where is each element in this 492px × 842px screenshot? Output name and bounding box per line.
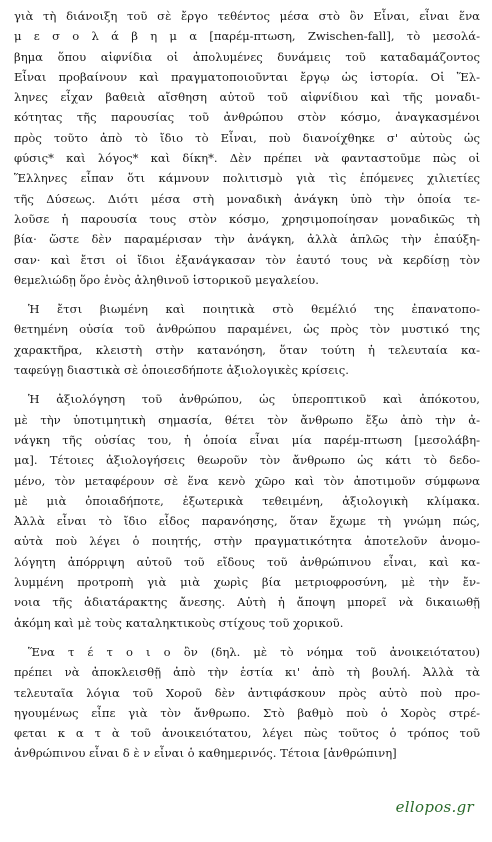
text-line: φύσις* καὶ λόγος* καὶ δίκη*. Δὲν πρέπει νὰ φανταστοῦμε πὼς οἱ (14, 151, 480, 166)
text-line: Ἕνα τ έ τ ο ι ο ὂν (δηλ. μὲ τὸ νόημα τοῦ ἀνοικειότατου) (28, 644, 480, 659)
text-line: βία· ὥστε δὲν παραμέρισαν τὴν ἀνάγκη, ἀλλὰ ἁπλῶς τὴν ἐπαύξη- (14, 232, 480, 247)
text-line: σαν· καὶ ἔτσι οἱ ἴδιοι ἐξανάγκασαν τὸν ἑαυτό τους νὰ κερδίσῃ τὸν (14, 252, 480, 267)
text-line: μένο, τὸν μεταφέρουν σὲ ἕνα κενὸ χῶρο καὶ τὸν ἀποτιμοῦν σύμφωνα (14, 473, 480, 488)
page-text (14, 6, 480, 773)
text-line: θετημένη οὐσία τοῦ ἀνθρώπου παραμένει, ὡς πρὸς τὸν μυστικό της (14, 322, 480, 337)
text-line: θεμελιώδῃ ὅρο ἑνὸς ἀληθινοῦ ἱστορικοῦ μεγαλείου. (14, 272, 319, 287)
text-line: Ἀλλὰ εἶναι τὸ ἴδιο εἶδος παρανόησης, ὅταν ἔχωμε τὴ γνώμη πώς, (14, 514, 480, 529)
text-line: φεται κ α τ ὰ τοῦ ἀνοικειότατου, λέγει πὼς τοῦτος ὁ τρόπος τοῦ (14, 726, 480, 741)
text-line: ληνες εἶχαν βαθειὰ αἴσθηση αὐτοῦ τοῦ αἰφνίδιου καὶ τῆς μοναδι- (14, 90, 480, 105)
text-line: γιὰ τὴ διάνοιξη τοῦ σὲ ἔργο τεθέντος μέσα στὸ ὂν Εἶναι, εἶναι ἕνα (14, 9, 480, 23)
text-line: λυμμένη προτροπὴ γιὰ μιὰ χωρὶς βία μετριοφροσύνη, μὲ τὴν ἔν- (14, 575, 480, 590)
text-line: αὐτὰ ποὺ λέγει ὁ ποιητής, στὴν πραγματικότητα ἀποτελοῦν ἀνομο- (14, 534, 480, 549)
paragraph-1 (14, 6, 480, 290)
text-line: μ ε σ ο λ ά β η μ α [παρέμ-πτωση, Zwischen-fall], τὸ μεσολά- (14, 29, 480, 44)
paragraph-3 (14, 389, 480, 633)
paragraph-4 (14, 642, 480, 764)
text-line: χαρακτῆρα, κλειστὴ στὴν κατανόηση, ὅταν τούτη ἡ τελευταία κα- (14, 342, 480, 357)
text-line: λόγητη ἀπόρριψη αὐτοῦ τοῦ εἴδους τοῦ ἀνθρώπινου εἶναι, καὶ κα- (14, 554, 480, 569)
text-line: Εἶναι προβαίνουν καὶ πραγματοποιοῦνται ἔργῳ ὡς ἱστορία. Οἱ Ἕλ- (14, 69, 480, 84)
text-line: Ἕλληνες εἶπαν ὅτι κάμνουν πολιτισμὸ γιὰ τὶς ἑπόμενες χιλιετίες (14, 171, 480, 186)
text-line: μὲ τὴν ὑποτιμητικὴ σημασία, θέτει τὸν ἄνθρωπο ἔξω ἀπὸ τὴν ἀ- (14, 412, 480, 427)
text-line: πρὸς τοῦτο ἀπὸ τὸ ἴδιο τὸ Εἶναι, ποὺ διανοίχθηκε σ' αὐτοὺς ὡς (14, 130, 480, 145)
text-line: νάγκη τῆς οὐσίας του, ἡ ὁποία εἶναι μία παρέμ-πτωση [μεσολάβη- (14, 432, 480, 447)
text-line: νοια τῆς ἀδιατάρακτης ἄνεσης. Αὐτὴ ἡ ἄποψη μπορεῖ νὰ δικαιωθῇ (14, 595, 480, 610)
text-line: ἀκόμη καὶ μὲ τοὺς καταληκτικοὺς στίχους τοῦ χορικοῦ. (14, 615, 344, 630)
text-line: λοῦσε ἡ παρουσία τους στὸν κόσμο, χρησιμοποίησαν μοναδικῶς τὴ (14, 211, 480, 226)
text-line: βημα ὅπου αἰφνίδια οἱ ἀπολυμένες δυνάμεις τοῦ καταδαμάζοντος (14, 49, 480, 64)
text-line: τῆς Δύσεως. Διότι μέσα στὴ μοναδικὴ ἀνάγκη ὑπὸ τὴν ὁποία τε- (14, 191, 480, 206)
paragraph-2 (14, 299, 480, 380)
text-line: ηγουμένως εἶπε γιὰ τὸν ἄνθρωπο. Στὸ βαθμὸ ποὺ ὁ Χορὸς στρέ- (14, 705, 480, 720)
site-watermark[interactable]: ellopos.gr (395, 798, 474, 816)
text-line: πρέπει νὰ ἀποκλεισθῇ ἀπὸ τὴν ἑστία κι' ἀπὸ τὴ βουλή. Ἀλλὰ τὰ (14, 665, 480, 680)
text-line: ταφεύγῃ διαστικὰ σὲ ὁποιεσδήποτε ἀξιολογικὲς κρίσεις. (14, 363, 349, 378)
text-line: τελευταῖα λόγια τοῦ Χοροῦ δὲν ἀντιφάσκουν πρὸς αὐτὸ ποὺ προ- (14, 685, 480, 700)
text-line: κότητας τῆς παρουσίας τοῦ ἀνθρώπου στὸν κόσμο, ἀναγκασμένοι (14, 110, 480, 125)
text-line: μὲ μιὰ ὁποιαδήποτε, ἐξωτερικὰ τεθειμένη, ἀξιολογικὴ κλίμακα. (14, 493, 480, 508)
text-line: Ἡ ἀξιολόγηση τοῦ ἀνθρώπου, ὡς ὑπεροπτικοῦ καὶ ἀπόκοτου, (28, 392, 480, 407)
text-line: Ἡ ἔτσι βιωμένη καὶ ποιητικὰ στὸ θεμέλιό της ἐπανατοπο- (28, 302, 480, 317)
text-line: ἀνθρώπινου εἶναι δ ὲ ν εἶναι ὁ καθημερινός. Τέτοια [ἀνθρώπινη] (14, 746, 397, 761)
text-line: μα]. Τέτοιες ἀξιολογήσεις θεωροῦν τὸν ἄνθρωπο ὡς κάτι τὸ δεδο- (14, 453, 480, 468)
